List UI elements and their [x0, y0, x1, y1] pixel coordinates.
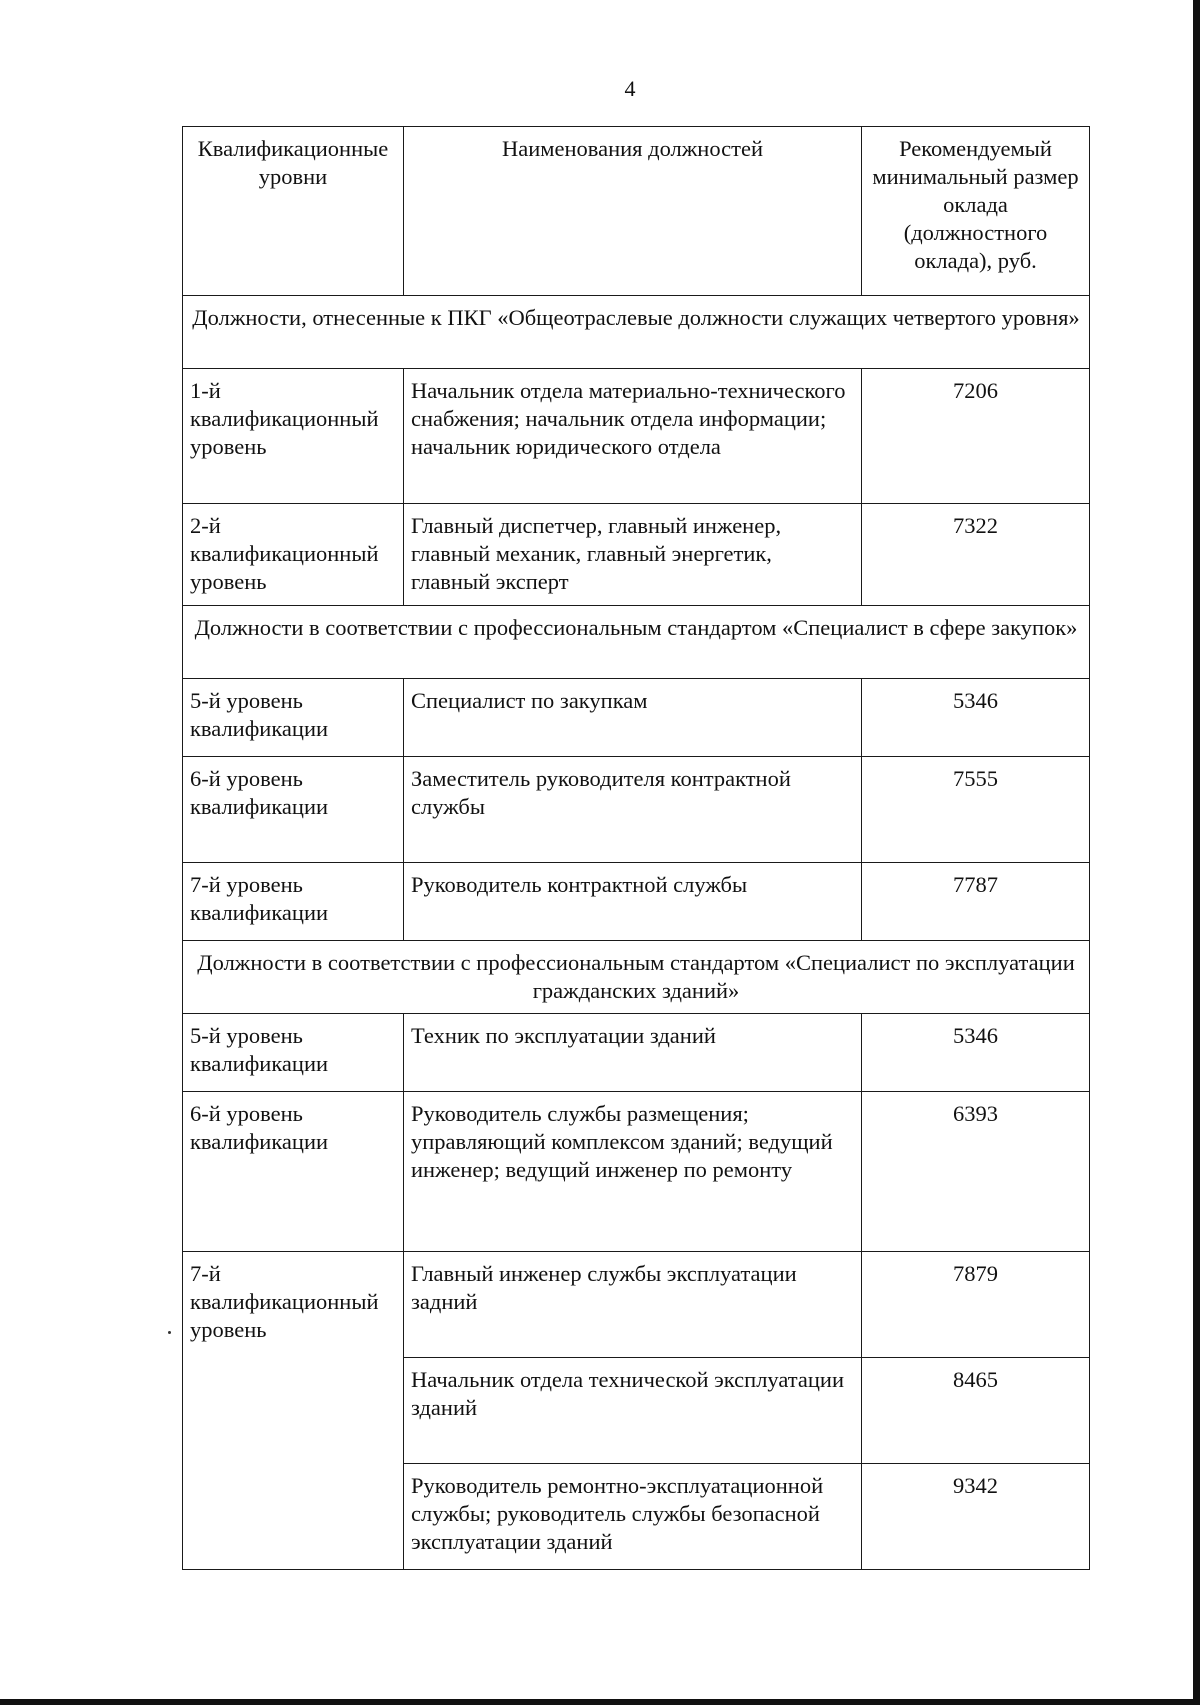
salary-value: 7555 [862, 757, 1090, 863]
salary-value: 6393 [862, 1092, 1090, 1252]
section-title: Должности в соответствии с профессиональным стандартом «Специалист в сфере закупок» [183, 606, 1090, 679]
qualification-level: 7-й уровень квалификации [183, 863, 404, 941]
page-number: 4 [624, 76, 636, 101]
scan-speck [168, 1331, 171, 1334]
salary-value: 5346 [862, 1014, 1090, 1092]
section-title: Должности в соответствии с профессиональным стандартом «Специалист по эксплуатации гражданских зданий» [183, 941, 1090, 1014]
header-qualification-levels: Квалификационные уровни [183, 127, 404, 296]
salary-value: 8465 [862, 1358, 1090, 1464]
position-names: Начальник отдела технической эксплуатации зданий [404, 1358, 862, 1464]
header-position-names: Наименования должностей [404, 127, 862, 296]
table-row [183, 863, 1090, 941]
table-row [183, 1092, 1090, 1252]
table-row [183, 679, 1090, 757]
salary-value: 7879 [862, 1252, 1090, 1358]
position-names: Руководитель службы размещения; управляющий комплексом зданий; ведущий инженер; ведущий инженер по ремонту [404, 1092, 862, 1252]
qualification-level: 5-й уровень квалификации [183, 1014, 404, 1092]
position-names: Заместитель руководителя контрактной службы [404, 757, 862, 863]
qualification-level: 6-й уровень квалификации [183, 1092, 404, 1252]
salary-value: 7787 [862, 863, 1090, 941]
qualification-level: 7-й квалификационный уровень [183, 1252, 404, 1570]
position-names: Руководитель контрактной службы [404, 863, 862, 941]
table-row [183, 504, 1090, 606]
table-row [183, 757, 1090, 863]
salary-table [182, 126, 1090, 1570]
qualification-level: 5-й уровень квалификации [183, 679, 404, 757]
section-title: Должности, отнесенные к ПКГ «Общеотраслевые должности служащих четвертого уровня» [183, 296, 1090, 369]
table-row [183, 1014, 1090, 1092]
position-names: Руководитель ремонтно-эксплуатационной службы; руководитель службы безопасной эксплуатации зданий [404, 1464, 862, 1570]
position-names: Главный диспетчер, главный инженер, главный механик, главный энергетик, главный эксперт [404, 504, 862, 606]
section-row [183, 606, 1090, 679]
salary-value: 7206 [862, 369, 1090, 504]
section-row [183, 296, 1090, 369]
page-edge-right [1193, 0, 1200, 1705]
position-names: Главный инженер службы эксплуатации задний [404, 1252, 862, 1358]
qualification-level: 1-й квалификационный уровень [183, 369, 404, 504]
position-names: Начальник отдела материально-технического снабжения; начальник отдела информации; начальник юридического отдела [404, 369, 862, 504]
salary-value: 9342 [862, 1464, 1090, 1570]
position-names: Техник по эксплуатации зданий [404, 1014, 862, 1092]
salary-value: 7322 [862, 504, 1090, 606]
table-row [183, 1252, 1090, 1358]
qualification-level: 2-й квалификационный уровень [183, 504, 404, 606]
position-names: Специалист по закупкам [404, 679, 862, 757]
page-edge-bottom [0, 1699, 1200, 1705]
qualification-level: 6-й уровень квалификации [183, 757, 404, 863]
salary-value: 5346 [862, 679, 1090, 757]
header-recommended-salary: Рекомендуемый минимальный размер оклада (должностного оклада), руб. [862, 127, 1090, 296]
table-row [183, 369, 1090, 504]
section-row [183, 941, 1090, 1014]
table-header-row [183, 127, 1090, 296]
